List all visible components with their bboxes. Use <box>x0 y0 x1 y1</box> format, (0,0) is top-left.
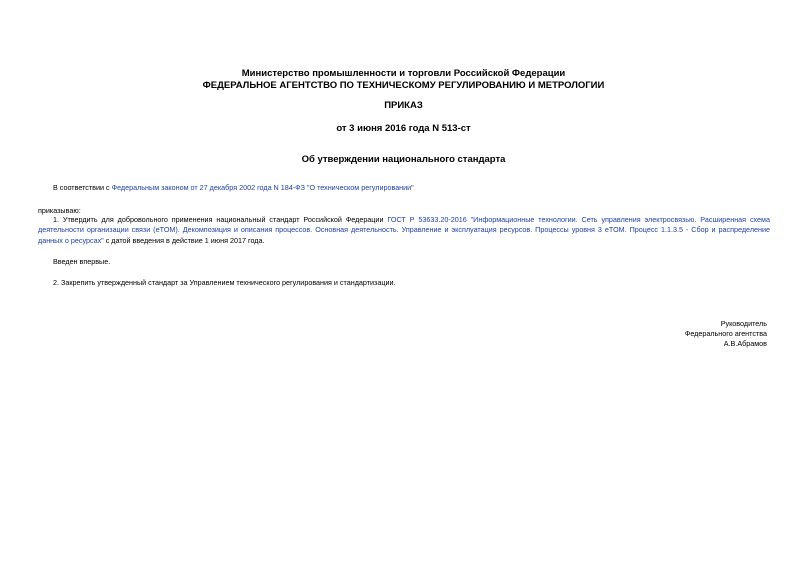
paragraph-item1-line3 <box>38 235 265 246</box>
federal-law-link[interactable]: Федеральным законом от 27 декабря 2002 года N 184-ФЗ "О техническом регулировании" <box>111 183 414 192</box>
signature-organization: Федерального агентства <box>684 329 767 338</box>
ministry-name: Министерство промышленности и торговли Российской Федерации <box>241 68 566 79</box>
agency-name: ФЕДЕРАЛЬНОЕ АГЕНТСТВО ПО ТЕХНИЧЕСКОМУ РЕГУЛИРОВАНИЮ И МЕТРОЛОГИИ <box>202 80 605 91</box>
item1-suffix: с датой введения в действие 1 июня 2017 года. <box>103 236 265 245</box>
document-header <box>0 68 807 92</box>
document-subject: Об утверждении национального стандарта <box>301 154 506 165</box>
paragraph-basis <box>53 182 414 193</box>
document-type: ПРИКАЗ <box>384 100 423 111</box>
signature-name: А.В.Абрамов <box>723 339 767 348</box>
signature-position: Руководитель <box>720 319 767 328</box>
paragraph-introduced: Введен впервые. <box>53 257 111 266</box>
paragraph-item2: 2. Закрепить утвержденный стандарт за Управлением технического регулирования и стандартизации. <box>53 278 396 287</box>
gost-link-part2[interactable]: деятельности организации связи (eTOM). Декомпозиция и описания процессов. Основная деятельность. Управление и эксплуатация ресурсов. Процессы уровня 3 eTOM. Процесс 1.1.3.5 - Сбор и распределение <box>38 225 770 234</box>
gost-link-part1[interactable]: ГОСТ Р 53633.20-2016 "Информационные технологии. Сеть управления электросвязью. Расширенная схема <box>387 215 770 224</box>
basis-prefix: В соответствии с <box>53 183 112 192</box>
gost-link-part3[interactable]: данных о ресурсах" <box>38 236 104 245</box>
paragraph-order: приказываю: <box>38 206 81 215</box>
document-date-number: от 3 июня 2016 года N 513-ст <box>336 123 471 134</box>
item1-prefix: 1. Утвердить для добровольного применения национальный стандарт Российской Федерации <box>53 215 388 224</box>
